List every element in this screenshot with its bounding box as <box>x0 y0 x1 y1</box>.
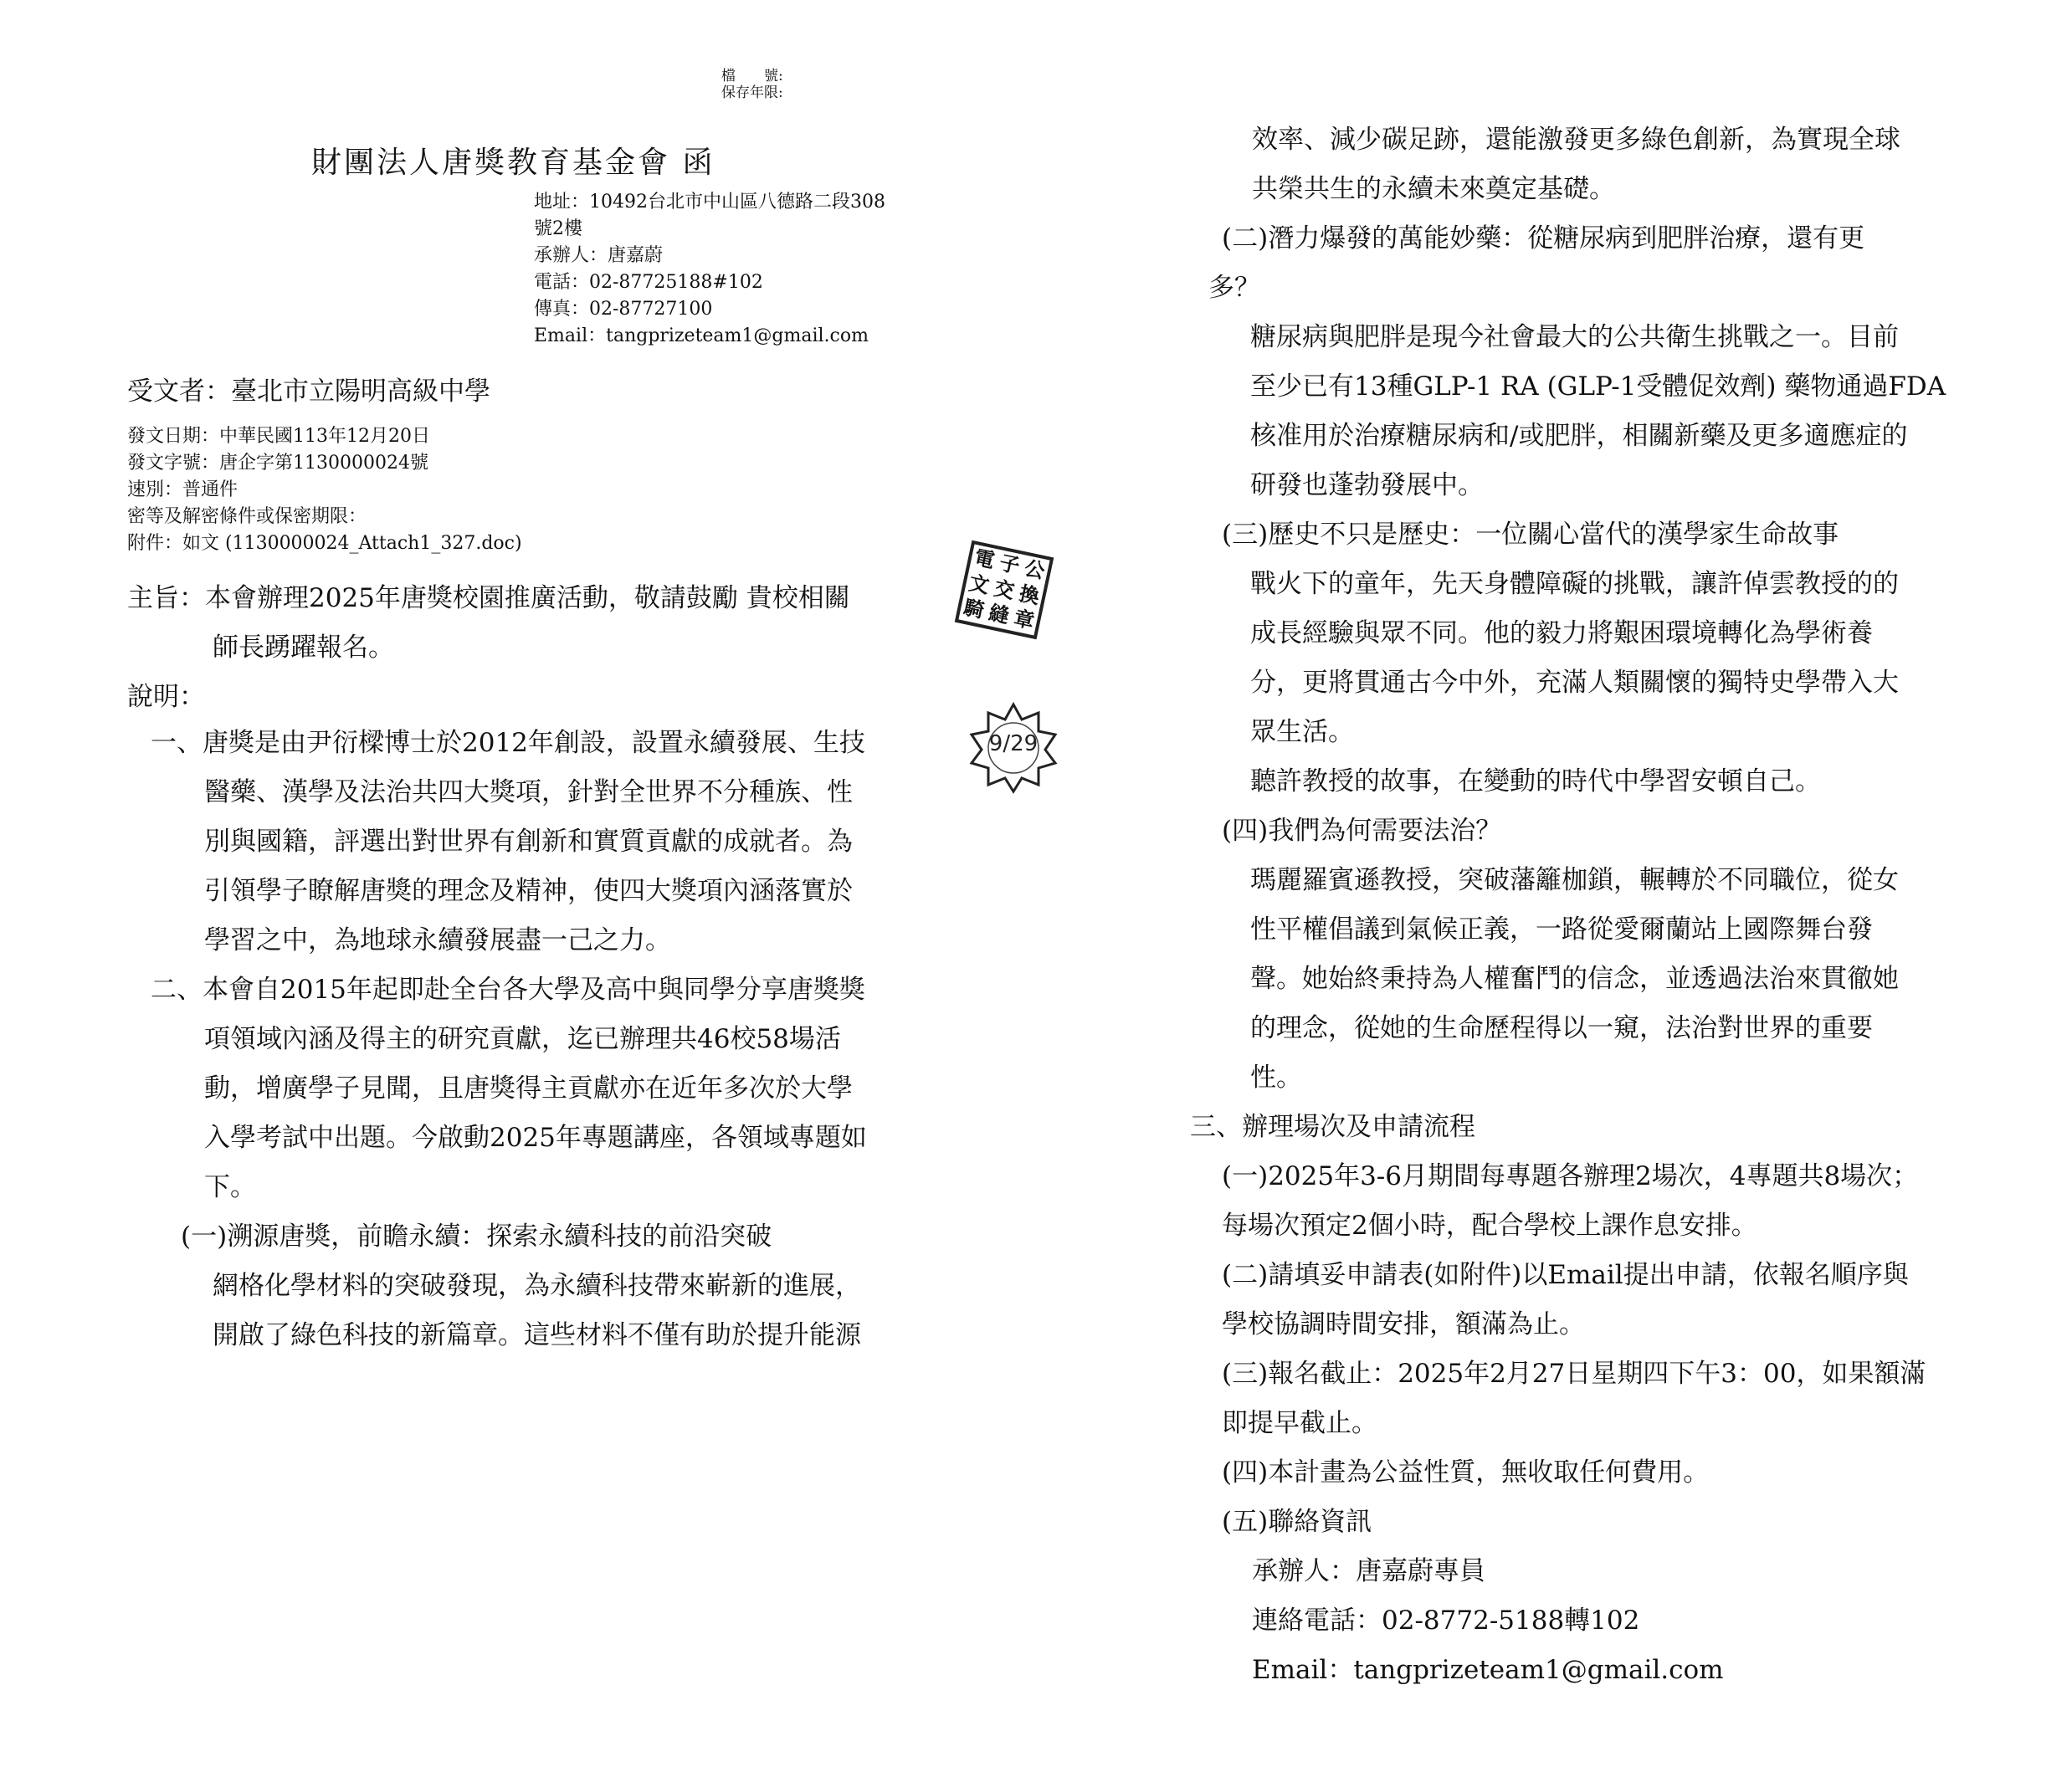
topic-1-heading: (一)溯源唐獎，前瞻永續：探索永續科技的前沿突破 <box>181 1222 772 1252</box>
sender-info <box>534 189 885 350</box>
topic-4-line: 瑪麗羅賓遜教授，突破藩籬枷鎖，輾轉於不同職位，從女 <box>1250 865 1899 895</box>
topic-1-line: 效率、減少碳足跡，還能激發更多綠色創新，為實現全球 <box>1252 125 1900 155</box>
topic-4-line: 的理念，從她的生命歷程得以一窺，法治對世界的重要 <box>1250 1013 1873 1043</box>
topic-3-line: 眾生活。 <box>1250 717 1354 747</box>
delivery-speed: 速別：普通件 <box>127 479 238 500</box>
document-meta <box>127 423 522 557</box>
seal-char: 公 <box>1022 555 1048 584</box>
item-2-line: 動，增廣學子見聞，且唐獎得主貢獻亦在近年多次於大學 <box>204 1073 853 1104</box>
subject-line-2: 師長踴躍報名。 <box>213 633 394 663</box>
seal-char: 章 <box>1012 605 1037 634</box>
section-3-item: (三)報名截止：2025年2月27日星期四下午3：00，如果額滿 <box>1222 1359 1926 1389</box>
seal-char: 電 <box>972 545 998 573</box>
topic-1-line: 網格化學材料的突破發現，為永續科技帶來嶄新的進展， <box>213 1271 861 1301</box>
topic-1-continued <box>1252 115 1900 214</box>
topic-2 <box>1208 214 1946 510</box>
item-1-line: 醫藥、漢學及法治共四大獎項，針對全世界不分種族、性 <box>204 777 853 807</box>
item-1-line: 引領學子瞭解唐獎的理念及精神，使四大獎項內涵落實於 <box>204 876 853 906</box>
topic-4-line: 性平權倡議到氣候正義，一路從愛爾蘭站上國際舞台發 <box>1250 914 1873 945</box>
topic-3 <box>1222 510 1899 807</box>
contact-email: Email：tangprizeteam1@gmail.com <box>1252 1655 1724 1685</box>
topic-2-line: 糖尿病與肥胖是現今社會最大的公共衛生挑戰之一。目前 <box>1250 322 1899 352</box>
fax: 傳真：02-87727100 <box>534 299 713 320</box>
section-3-item: 即提早截止。 <box>1222 1408 1377 1438</box>
item-2-line: 入學考試中出題。今啟動2025年專題講座，各領域專題如 <box>204 1123 867 1153</box>
subject-block <box>127 574 850 673</box>
item-1-line: 學習之中，為地球永續發展盡一己之力。 <box>204 925 671 955</box>
seal-char: 文 <box>967 570 992 598</box>
section-3-item: (一)2025年3-6月期間每專題各辦理2場次，4專題共8場次； <box>1222 1161 1919 1191</box>
right-page <box>1036 0 2072 1767</box>
topic-3-line: 聽許教授的故事，在變動的時代中學習安頓自己。 <box>1250 766 1821 796</box>
item-2-line: 下。 <box>204 1172 256 1202</box>
handler: 承辦人：唐嘉蔚 <box>534 245 664 266</box>
topic-4-line: 性。 <box>1250 1063 1302 1093</box>
topic-4-line: 聲。她始終秉持為人權奮鬥的信念，並透過法治來貫徹她 <box>1250 964 1899 994</box>
section-3-item: (四)本計畫為公益性質，無收取任何費用。 <box>1222 1457 1710 1488</box>
contact-phone: 連絡電話：02-8772-5188轉102 <box>1252 1606 1640 1636</box>
topic-2-heading: (二)潛力爆發的萬能妙藥：從糖尿病到肥胖治療，還有更 <box>1222 223 1865 254</box>
recipient: 受文者：臺北市立陽明高級中學 <box>127 376 490 407</box>
explanation-label: 說明： <box>127 682 205 712</box>
address-line-2: 號2樓 <box>534 218 582 239</box>
topic-2-line: 核准用於治療糖尿病和/或肥胖，相關新藥及更多適應症的 <box>1250 421 1908 451</box>
seal-char: 子 <box>997 550 1023 578</box>
topic-3-line: 分，更將貫通古今中外，充滿人類關懷的獨特史學帶入大 <box>1250 668 1899 698</box>
file-number-label: 檔 號: <box>721 68 783 85</box>
seal-char: 換 <box>1017 580 1042 609</box>
section-3-heading: 三、辦理場次及申請流程 <box>1190 1112 1475 1142</box>
topic-4-heading: (四)我們為何需要法治？ <box>1222 816 1502 846</box>
document-title: 財團法人唐獎教育基金會 函 <box>311 146 715 180</box>
section-3-item: (五)聯絡資訊 <box>1222 1507 1372 1537</box>
topic-2-heading-cont: 多？ <box>1208 273 1260 303</box>
seal-char: 騎 <box>962 595 987 623</box>
issue-date: 發文日期：中華民國113年12月20日 <box>127 426 430 447</box>
subject-line-1: 主旨：本會辦理2025年唐獎校園推廣活動，敬請鼓勵 貴校相關 <box>127 583 850 613</box>
topic-1 <box>181 1212 861 1360</box>
topic-3-heading: (三)歷史不只是歷史：一位關心當代的漢學家生命故事 <box>1222 520 1839 550</box>
item-1 <box>151 719 865 965</box>
retention-period-label: 保存年限: <box>721 85 783 101</box>
item-1-line: 一、唐獎是由尹衍樑博士於2012年創設，設置永續發展、生技 <box>151 728 865 758</box>
topic-3-line: 成長經驗與眾不同。他的毅力將艱困環境轉化為學術養 <box>1250 618 1873 648</box>
topic-2-line: 研發也蓬勃發展中。 <box>1250 470 1484 500</box>
topic-4 <box>1222 807 1899 1103</box>
seal-char: 交 <box>992 575 1017 603</box>
email: Email：tangprizeteam1@gmail.com <box>534 325 869 346</box>
item-2-line: 二、本會自2015年起即赴全台各大學及高中與同學分享唐獎獎 <box>151 975 865 1005</box>
section-3-item: (二)請填妥申請表(如附件)以Email提出申請，依報名順序與 <box>1222 1260 1909 1290</box>
item-2 <box>151 965 867 1212</box>
section-3-item: 每場次預定2個小時，配合學校上課作息安排。 <box>1222 1211 1757 1241</box>
section-3-item: 學校協調時間安排，額滿為止。 <box>1222 1309 1585 1339</box>
topic-1-line: 共榮共生的永續未來奠定基礎。 <box>1252 174 1615 204</box>
topic-3-line: 戰火下的童年，先天身體障礙的挑戰，讓許倬雲教授的的 <box>1250 569 1899 599</box>
section-3 <box>1190 1103 1926 1695</box>
attachment: 附件：如文 (1130000024_Attach1_327.doc) <box>127 533 522 554</box>
item-1-line: 別與國籍，評選出對世界有創新和實質貢獻的成就者。為 <box>204 827 853 857</box>
badge-text: 9/29 <box>988 731 1039 756</box>
topic-2-line: 至少已有13種GLP-1 RA (GLP-1受體促效劑) 藥物通過FDA <box>1250 371 1946 402</box>
issue-number: 發文字號：唐企字第1130000024號 <box>127 453 428 474</box>
phone: 電話：02-87725188#102 <box>534 272 763 293</box>
seal-char: 縫 <box>987 600 1012 628</box>
item-2-line: 項領域內涵及得主的研究貢獻，迄已辦理共46校58場活 <box>204 1024 841 1054</box>
address-line-1: 地址：10492台北市中山區八德路二段308 <box>534 192 885 213</box>
contact-handler: 承辦人：唐嘉蔚專員 <box>1252 1556 1485 1586</box>
topic-1-line: 開啟了綠色科技的新篇章。這些材料不僅有助於提升能源 <box>213 1320 861 1350</box>
secrecy-level: 密等及解密條件或保密期限： <box>127 506 367 527</box>
